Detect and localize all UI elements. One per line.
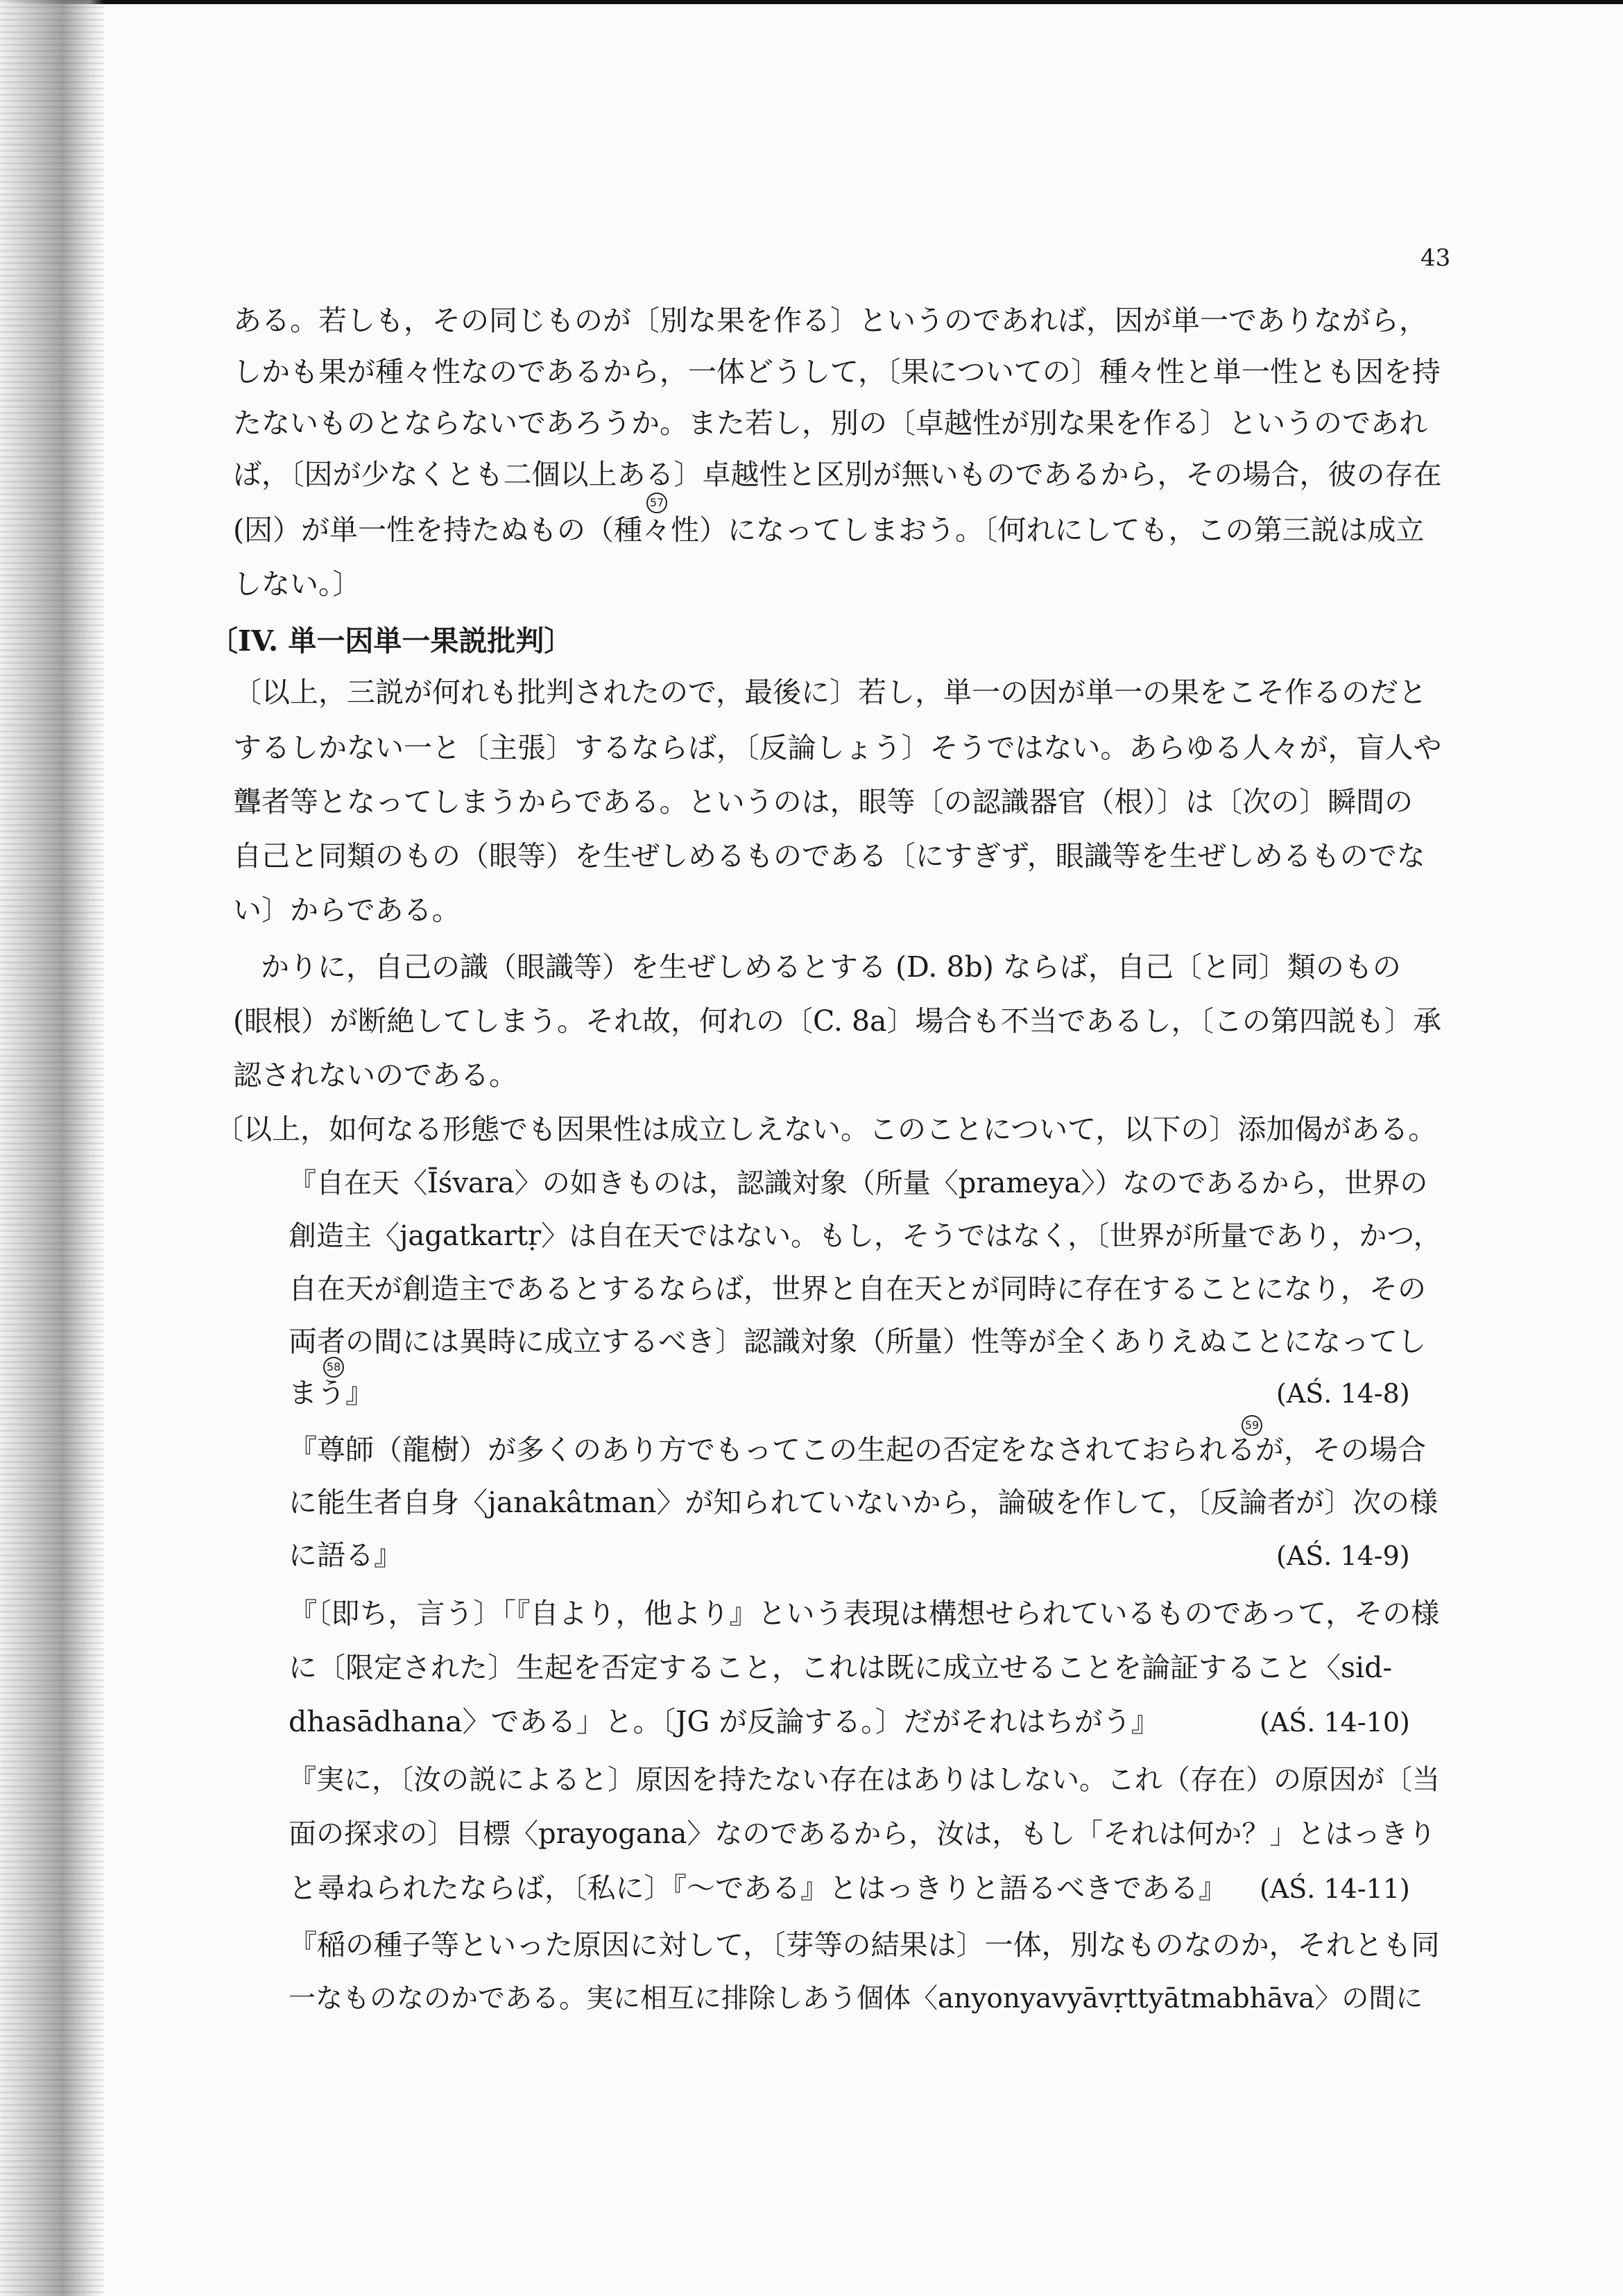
section-heading-iv: 〔IV. 単一因単一果説批判〕 — [209, 624, 573, 658]
verse-line-3: 自在天が創造主であるとするならば，世界と自在天とが同時に存在することになり，その — [289, 1272, 1426, 1305]
verse-line-12: 『実に，〔汝の説によると〕原因を持たない存在はありはしない。これ（存在）の原因が〔当 — [289, 1764, 1440, 1796]
text-line-15: 〔以上，如何なる形態でも因果性は成立しえない。このことについて，以下の〕添加偈がある。 — [215, 1113, 1437, 1146]
verse-line-6: 『尊師（龍樹）が多くのあり方でもってこの生起の否定をなされておられるが，その場合 — [289, 1433, 1426, 1466]
verse-line-10: に〔限定された〕生起を否定すること，これは既に成立せることを論証すること〈sid- — [289, 1651, 1393, 1684]
text-line-8: するしかない一と〔主張〕するならば，〔反論しょう〕そうではない。あらゆる人々が，盲人や — [233, 731, 1442, 764]
source-ref-14-8: (AŚ. 14-8) — [1276, 1378, 1410, 1409]
page-number: 43 — [1420, 244, 1451, 272]
text-line-2: しかも果が種々性なのであるから，一体どうして，〔果についての〕種々性と単一性とも因を持 — [233, 355, 1441, 388]
verse-line-2: 創造主〈jagatkartṛ〉は自在天ではない。もし，そうではなく，〔世界が所量であり，かつ， — [289, 1220, 1441, 1252]
text-line-5: (因）が単一性を持たぬもの（種々性）になってしまおう。〔何れにしても，この第三説は成立 — [233, 513, 1425, 547]
binding-spine-shadow — [0, 0, 104, 2296]
verse-line-16: 一なものなのかである。実に相互に排除しあう個体〈anyonyavyāvṛttyātmabhāva〉の間に — [289, 1983, 1423, 2014]
text-line-4: ば，〔因が少なくとも二個以上ある〕卓越性と区別が無いものであるから，その場合，彼の存在 — [233, 458, 1442, 491]
text-line-13: (眼根）が断絶してしまう。それ故，何れの〔C. 8a〕場合も不当であるし，〔この第四説も〕承 — [233, 1004, 1441, 1038]
text-line-6: しない。〕 — [233, 567, 361, 601]
verse-line-5: まう』 — [289, 1376, 374, 1410]
text-line-1: ある。若しも，その同じものが〔別な果を作る〕というのであれば，因が単一でありながら， — [233, 304, 1427, 337]
page-top-border — [0, 0, 1623, 4]
verse-line-7: に能生者自身〈janakâtman〉が知られていないから，論破を作して，〔反論者が〕次の様 — [289, 1486, 1439, 1519]
verse-line-8: に語る』 — [289, 1539, 402, 1572]
text-line-14: 認されないのである。 — [233, 1059, 517, 1092]
footnote-marker-57: 57 — [646, 492, 667, 513]
verse-line-9: 『〔即ち，言う〕「『自より，他より』という表現は構想せられているものであって，その様 — [289, 1597, 1440, 1630]
text-line-9: 聾者等となってしまうからである。というのは，眼等〔の認識器官（根）〕は〔次の〕瞬間の — [233, 785, 1414, 819]
verse-line-1: 『自在天〈Īśvara〉の如きものは，認識対象（所量〈prameya〉）なのであるから，世界の — [289, 1167, 1428, 1199]
text-line-3: たないものとならないであろうか。また若し，別の〔卓越性が別な果を作る〕というのであれ — [233, 406, 1427, 440]
text-line-10: 自己と同類のもの（眼等）を生ぜしめるものである〔にすぎず，眼識等を生ぜしめるものでな — [233, 839, 1425, 873]
verse-line-13: 面の探求の〕目標〈prayogana〉なのであるから，汝は，もし「それは何か？」とはっきり — [289, 1818, 1436, 1850]
text-line-7: 〔以上，三説が何れも批判されたので，最後に〕若し，単一の因が単一の果をこそ作るのだと — [233, 676, 1427, 709]
verse-line-15: 『稲の種子等といった原因に対して，〔芽等の結果は〕一体，別なものなのか，それとも同 — [289, 1928, 1440, 1962]
verse-line-14: と尋ねられたならば，〔私に〕『〜である』とはっきりと語るべきである』 — [289, 1871, 1227, 1905]
text-line-11: い〕からである。 — [233, 893, 461, 927]
footnote-marker-59: 59 — [1242, 1415, 1262, 1436]
verse-line-11: dhasādhana〉である」と。〔JG が反論する。〕だがそれはちがう』 — [289, 1705, 1160, 1738]
verse-line-4: 両者の間には異時に成立するべき〕認識対象（所量）性等が全くありえぬことになってし — [289, 1325, 1426, 1358]
source-ref-14-11: (AŚ. 14-11) — [1260, 1874, 1410, 1904]
text-line-12: かりに，自己の識（眼識等）を生ぜしめるとする (D. 8b) ならば，自己〔と同〕類のもの — [261, 950, 1401, 984]
source-ref-14-10: (AŚ. 14-10) — [1260, 1707, 1410, 1738]
source-ref-14-9: (AŚ. 14-9) — [1276, 1541, 1410, 1571]
footnote-marker-58: 58 — [323, 1357, 344, 1378]
